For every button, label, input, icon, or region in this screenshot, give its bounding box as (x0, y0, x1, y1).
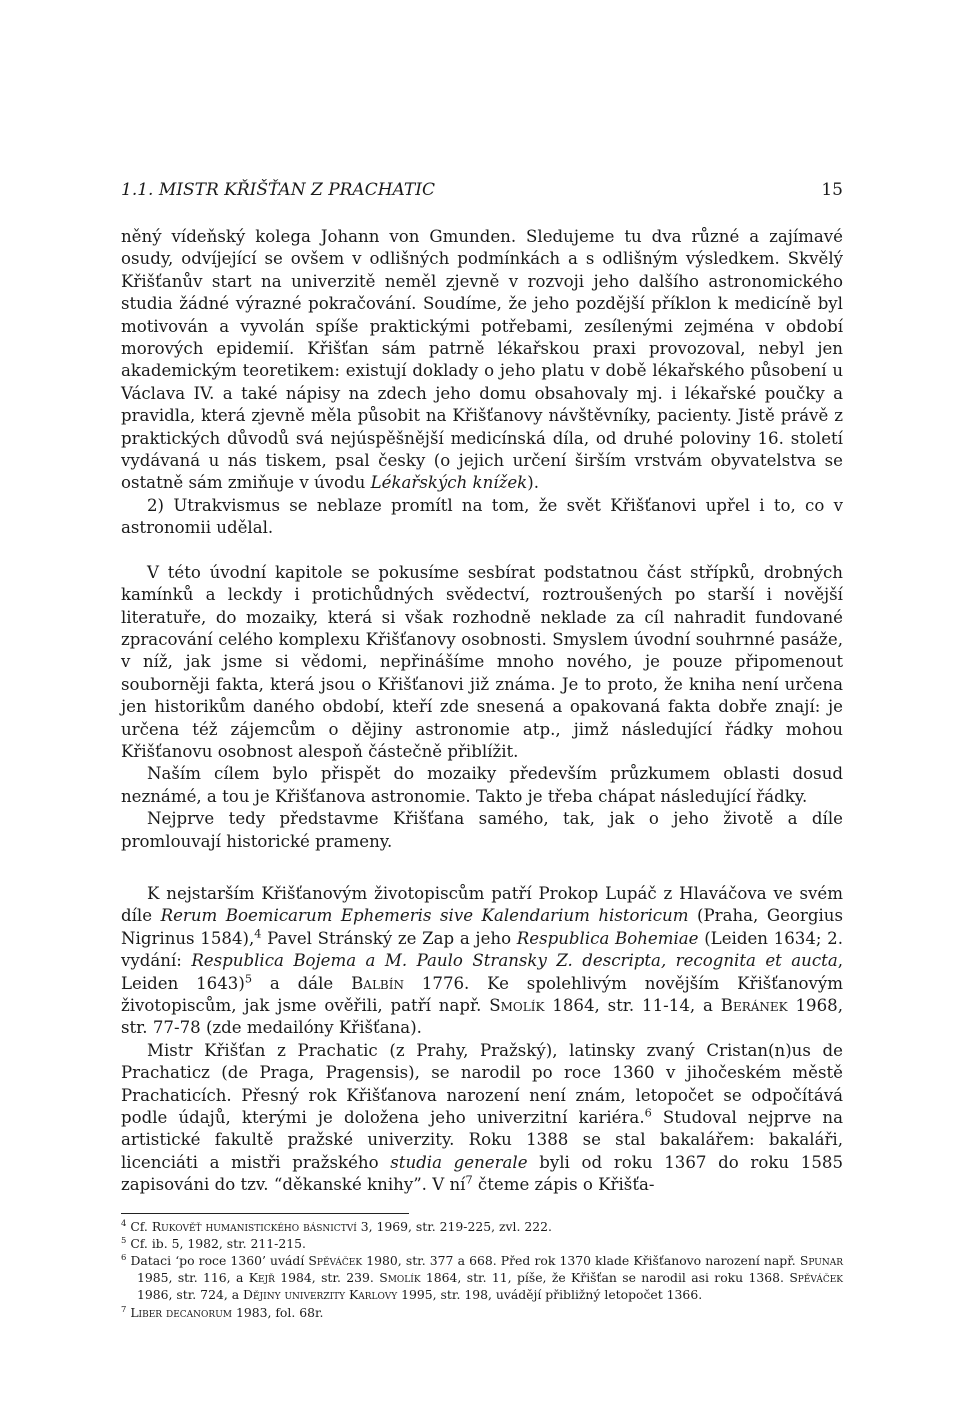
footnote-number: 5 (121, 1234, 127, 1245)
italic-title: Rerum Boemicarum Ephemeris sive Kalendarium historicum (160, 906, 689, 926)
page-number: 15 (821, 180, 843, 200)
source-title: Dějiny univerzity Karlovy (243, 1287, 398, 1303)
paragraph (121, 226, 843, 495)
text-run: , Leiden 1643) (121, 951, 844, 993)
author-name: Beránek (720, 996, 788, 1015)
footnote-ref[interactable]: 5 (244, 972, 252, 986)
text-run: 1984, str. 239. (274, 1270, 380, 1286)
footnote-5 (121, 1235, 843, 1252)
text-run: 1864, str. 11, píše, že Křišťan se narodil asi roku 1368. (420, 1270, 790, 1286)
footnote-6 (121, 1252, 843, 1304)
text-run: (Praha, Georgius Nigrinus 1584), (121, 906, 843, 948)
chapter-title: 1.1. MISTR KŘIŠŤAN Z PRACHATIC (121, 180, 435, 200)
section-gap (121, 540, 843, 562)
footnote-7 (121, 1304, 843, 1321)
italic-term: studia generale (390, 1152, 528, 1172)
source-title: Rukověť humanistického básnictví (151, 1218, 357, 1234)
text-run: Cf. (130, 1218, 152, 1234)
text-run: Mistr Křišťan z Prachatic (z Prahy, Pražský), latinsky zvaný Cristan(n)us de Prachaticz (de Praga, Pragensis), se narodil po roce 1360 v jihočeském městě Prachaticích. Přesný rok Křišťanova narození není znám, letopočet se odpočítává podle údajů, kterými je doložena jeho univerzitní kariéra. (121, 1040, 843, 1128)
section-gap (121, 853, 843, 883)
paragraph: Naším cílem bylo přispět do mozaiky především průzkumem oblasti dosud neznámé, a tou je Křišťanova astronomie. Takto je třeba chápat následující řádky. (121, 764, 843, 806)
author-name: Spunar (799, 1253, 843, 1269)
paragraph: 2) Utrakvismus se neblaze promítl na tom, že svět Křišťanovi upřel i to, co v astronomii udělal. (121, 495, 843, 538)
text-run: 1968, str. 77-78 (zde medailóny Křišťana). (121, 996, 843, 1038)
footnote-ref[interactable]: 7 (465, 1173, 473, 1187)
text-run: K nejstarším Křišťanovým životopiscům patří Prokop Lupáč z Hlaváčova ve svém díle (121, 883, 843, 926)
footnote-4 (121, 1218, 843, 1235)
text-run: byli od roku 1367 do roku 1585 zapisováni do tzv. “děkanské knihy”. V ní (121, 1152, 843, 1195)
main-text (121, 226, 843, 1197)
text-run: Studoval nejprve na artistické fakultě pražské univerzity. Roku 1388 se stal bakalářem: bakaláři, licenciáti a mistři pražského (121, 1108, 843, 1172)
paragraph: Nejprve tedy představme Křišťana samého, tak, jak o jeho životě a díle promlouvají historické prameny. (121, 809, 843, 851)
text-run: (Leiden 1634; 2. vydání: (121, 928, 843, 971)
text-run: a dále (252, 973, 352, 993)
paragraph (121, 1040, 843, 1197)
text-run: 1995, str. 198, uvádějí přibližný letopočet 1366. (397, 1287, 703, 1303)
text-run: čteme zápis o Křišťa- (472, 1175, 655, 1195)
running-head (121, 180, 843, 200)
italic-title: Respublica Bohemiae (516, 928, 699, 948)
text-run: Dataci ‘po roce 1360’ uvádí (130, 1253, 309, 1269)
text-run: Pavel Stránský ze Zap a jeho (261, 928, 517, 948)
text-run: 1776. Ke spolehlivým novějším Křišťanovým životopiscům, jak jsme ověřili, patří např. (121, 973, 843, 1015)
footnote-number: 6 (121, 1251, 127, 1262)
footnote-divider (121, 1213, 409, 1214)
footnote-ref[interactable]: 4 (254, 927, 262, 941)
italic-title: Lékařských knížek (370, 473, 528, 493)
footnotes (121, 1218, 843, 1321)
footnote-number: 4 (121, 1217, 127, 1228)
author-name: Kejř (248, 1270, 275, 1286)
paragraph: V této úvodní kapitole se pokusíme sesbírat podstatnou část střípků, drobných kamínků a leckdy i protichůdných svědectví, roztroušených po starší i novější literatuře, do mozaiky, která si však rozhodně neklade za cíl nahradit fundované zpracování celého komplexu Křišťanovy osobnosti. Smyslem úvodní souhrnné pasáže, v níž, jak jsme si vědomi, nepřinášíme mnoho nového, je pouze připomenout souborněji fakta, která jsou o Křišťanovi již známa. Je to proto, že kniha není určena jen historikům daného období, kteří zde snesená a opakovaná fakta dobře znají: je určena též zájemcům o dějiny astronomie atp., jimž následující řádky mohou Křišťanovu osobnost alespoň částečně přiblížit. (121, 562, 843, 761)
text-run: Cf. ib. 5, 1982, str. 211-215. (130, 1235, 306, 1251)
author-name: Smolík (489, 996, 545, 1015)
text-run: 1864, str. 11-14, a (544, 996, 721, 1015)
text-run: 3, 1969, str. 219-225, zvl. 222. (356, 1218, 552, 1234)
footnote-number: 7 (121, 1303, 127, 1314)
text-run: 1980, str. 377 a 668. Před rok 1370 klade Křišťanovo narození např. (362, 1253, 800, 1269)
text-run: 1983, fol. 68r. (232, 1304, 324, 1320)
text-run: 1985, str. 116, a (137, 1270, 249, 1286)
text-run: něný vídeňský kolega Johann von Gmunden. Sledujeme tu dva různé a zajímavé osudy, odvíjející se ovšem v odlišných podmínkách a s odlišným výsledkem. Skvělý Křišťanův start na univerzitě neměl zjevně v rozvoji jeho dalšího astronomického studia žádné výrazné pokračování. Soudíme, že jeho pozdější příklon k medicíně byl motivován a vyvolán spíše praktickými potřebami, zesílenými zejména v období morových epidemií. Křišťan sám patrně lékařskou praxi provozoval, nebyl jen akademickým teoretikem: existují doklady o jeho platu v době lékařského působení u Václava IV. a také nápisy na zdech jeho domu obsahovaly mj. i lékařské poučky a pravidla, která zjevně měla působit na Křišťanovy návštěvníky, pacienty. Jistě právě z praktických důvodů svá nejúspěšnější medicínská díla, od druhé poloviny 16. století vydávaná u nás tiskem, psal česky (o jejich určení širším vrstvám obyvatelstva se ostatně sám zmiňuje v úvodu (121, 227, 843, 493)
author-name: Spěváček (789, 1270, 843, 1286)
footnote-ref[interactable]: 6 (644, 1106, 652, 1120)
author-name: Smolík (379, 1270, 421, 1286)
text-run: 1986, str. 724, a (137, 1287, 244, 1303)
author-name: Balbín (351, 973, 404, 993)
paragraph (121, 883, 843, 1040)
author-name: Spěváček (308, 1253, 363, 1269)
source-title: Liber decanorum (130, 1304, 232, 1320)
text-run: ). (527, 473, 539, 493)
book-page (121, 180, 843, 1321)
italic-title: Respublica Bojema a M. Paulo Stransky Z. descripta, recognita et aucta (191, 951, 838, 971)
